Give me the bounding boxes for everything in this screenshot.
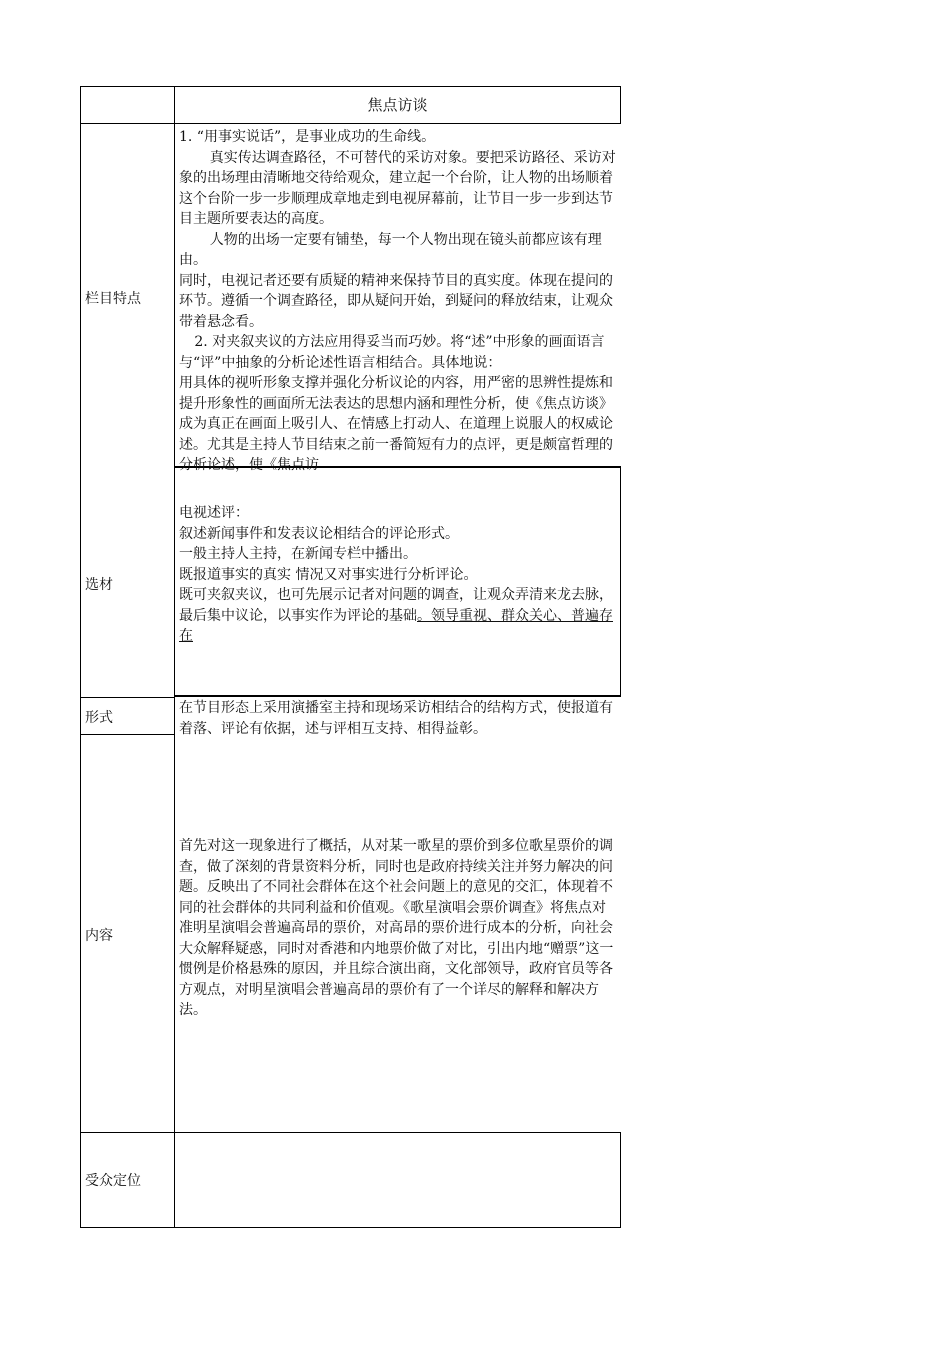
material-line-2: 叙述新闻事件和发表议论相结合的评论形式。 [179,525,459,542]
features-line-2: 真实传达调查路径，不可替代的采访对象。要把采访路径、采访对象的出场理由清晰地交待给观众，建立起一个台阶，让人物的出场顺着这个台阶一步一步顺理成章地走到电视屏幕前，让节目一步一步到达节目主题所要表达的高度。 [179,149,616,227]
row-label-form: 形式 [85,710,113,726]
grid-line [80,86,621,87]
grid-line [80,1227,621,1228]
column-header-title: 焦点访谈 [367,96,428,114]
grid-line [80,86,81,1228]
row-label-features: 栏目特点 [85,291,141,307]
grid-line [80,1132,621,1133]
features-line-6: 用具体的视听形象支撑并强化分析议论的内容，用严密的思辨性提炼和提升形象性的画面所无法表达的思想内涵和理性分析，使《焦点访谈》成为真正在画面上吸引人、在情感上打动人、在道理上说服人的权威论述。尤其是主持人节目结束之前一番简短有力的点评，更是颇富哲理的分析论述，使《焦点访 [179,375,613,473]
material-line-1: 电视述评： [179,505,249,521]
grid-line [620,86,621,124]
features-line-4: 同时，电视记者还要有质疑的精神来保持节目的真实度。体现在提问的环节。遵循一个调查路径，即从疑问开始，到疑问的释放结束，让观众带着悬念看。 [179,272,613,330]
grid-line [80,734,175,735]
form-cell: 在节目形态上采用演播室主持和现场采访相结合的结构方式，使报道有着落、评论有依据，述与评相互支持、相得益彰。 [179,700,613,737]
material-underlined-text: 。领导重视、群众关心、普遍存在 [179,607,613,644]
grid-line [80,123,621,124]
material-line-4: 既报道事实的真实 情况又对事实进行分析评论。 [179,566,478,583]
material-line-5 [179,585,619,647]
grid-line [620,1132,621,1228]
grid-line [174,695,621,697]
grid-line [620,466,621,697]
grid-line [174,86,175,1228]
features-line-1: 1. “用事实说话”，是事业成功的生命线。 [179,129,436,145]
features-line-5: 2. 对夹叙夹议的方法应用得妥当而巧妙。将“述”中形象的画面语言与“评”中抽象的分析论述性语言相结合。具体地说： [179,334,605,371]
row-label-content: 内容 [85,928,113,944]
grid-line [80,697,175,698]
material-line-5-text: 既可夹叙夹议，也可先展示记者对问题的调查，让观众弄清来龙去脉，最后集中议论，以事实作为评论的基础 [179,587,613,624]
row-label-material: 选材 [85,577,113,593]
features-line-3: 人物的出场一定要有铺垫，每一个人物出现在镜头前都应该有理由。 [179,231,602,268]
material-line-3: 一般主持人主持，在新闻专栏中播出。 [179,546,417,562]
material-cell [179,503,619,693]
audience-cell [179,1140,619,1220]
content-cell: 首先对这一现象进行了概括，从对某一歌星的票价到多位歌星票价的调查，做了深刻的背景资料分析，同时也是政府持续关注并努力解决的问题。反映出了不同社会群体在这个社会问题上的意见的交汇，体现着不同的社会群体的共同利益和价值观。《歌星演唱会票价调查》将焦点对准明星演唱会普遍高昂的票价，对高昂的票价进行成本的分析，向社会大众解释疑惑，同时对香港和内地票价做了对比，引出内地“赠票”这一惯例是价格悬殊的原因，并且综合演出商，文化部领导，政府官员等各方观点，对明星演唱会普遍高昂的票价有了一个详尽的解释和解决方法。 [179,838,614,1018]
row-label-audience: 受众定位 [85,1173,141,1189]
features-cell [179,127,619,483]
